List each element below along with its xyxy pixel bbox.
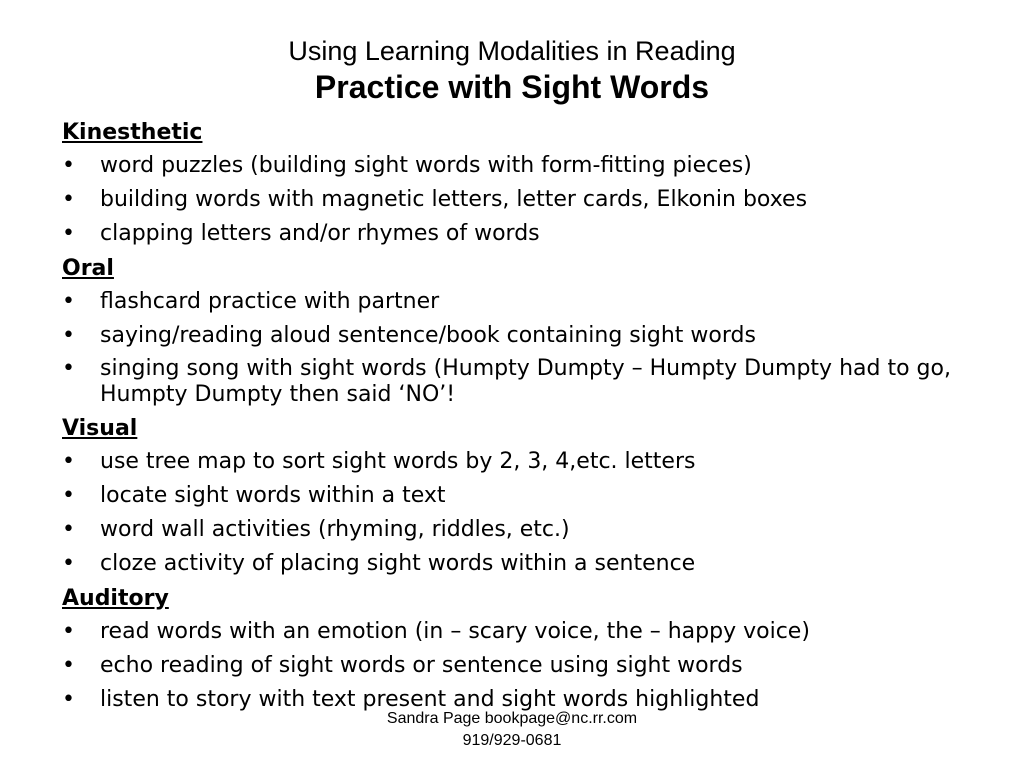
footer-contact: Sandra Page bookpage@nc.rr.com xyxy=(386,710,638,727)
bullet-icon: • xyxy=(62,483,75,508)
bullet-icon: • xyxy=(62,187,75,212)
list-item xyxy=(62,516,992,550)
list-item xyxy=(62,356,992,414)
list-item xyxy=(62,550,992,584)
list-item-text: use tree map to sort sight words by 2, 3, 4,etc. letters xyxy=(100,449,696,474)
section-kinesthetic xyxy=(62,118,992,254)
bullet-icon: • xyxy=(62,153,75,178)
section-auditory xyxy=(62,584,992,720)
list-item-text: singing song with sight words (Humpty Dumpty – Humpty Dumpty had to go, Humpty Dumpty then said ‘NO’! xyxy=(100,356,951,407)
section-heading: Auditory xyxy=(62,586,169,611)
bullet-icon: • xyxy=(62,551,75,576)
slide-title xyxy=(0,34,1024,106)
list-item xyxy=(62,448,992,482)
bullet-icon: • xyxy=(62,323,75,348)
bullet-icon: • xyxy=(62,687,75,712)
list-item-text: clapping letters and/or rhymes of words xyxy=(100,221,540,246)
footer-phone: 919/929-0681 xyxy=(462,732,562,749)
list-item xyxy=(62,322,992,356)
slide-footer xyxy=(0,708,1024,752)
list-item-text: locate sight words within a text xyxy=(100,483,446,508)
bullet-icon: • xyxy=(62,221,75,246)
bullet-list xyxy=(62,448,992,584)
list-item xyxy=(62,220,992,254)
list-item xyxy=(62,288,992,322)
slide-content xyxy=(62,118,992,720)
bullet-icon: • xyxy=(62,449,75,474)
section-heading: Visual xyxy=(62,416,138,441)
list-item xyxy=(62,152,992,186)
section-oral xyxy=(62,254,992,414)
bullet-list xyxy=(62,152,992,254)
bullet-list xyxy=(62,618,992,720)
list-item-text: read words with an emotion (in – scary voice, the – happy voice) xyxy=(100,619,810,644)
list-item xyxy=(62,482,992,516)
bullet-icon: • xyxy=(62,356,75,381)
list-item-text: listen to story with text present and sight words highlighted xyxy=(100,687,760,712)
list-item-text: flashcard practice with partner xyxy=(100,289,440,314)
list-item xyxy=(62,186,992,220)
list-item-text: echo reading of sight words or sentence using sight words xyxy=(100,653,743,678)
list-item xyxy=(62,652,992,686)
bullet-icon: • xyxy=(62,289,75,314)
bullet-icon: • xyxy=(62,517,75,542)
slide-title-line2: Practice with Sight Words xyxy=(314,69,710,105)
section-visual xyxy=(62,414,992,584)
list-item-text: word wall activities (rhyming, riddles, etc.) xyxy=(100,517,570,542)
list-item xyxy=(62,618,992,652)
bullet-icon: • xyxy=(62,653,75,678)
section-heading: Oral xyxy=(62,256,114,281)
list-item-text: word puzzles (building sight words with form-fitting pieces) xyxy=(100,153,752,178)
bullet-icon: • xyxy=(62,619,75,644)
list-item-text: saying/reading aloud sentence/book containing sight words xyxy=(100,323,756,348)
slide-title-line1: Using Learning Modalities in Reading xyxy=(288,36,736,66)
list-item-text: cloze activity of placing sight words within a sentence xyxy=(100,551,696,576)
list-item-text: building words with magnetic letters, letter cards, Elkonin boxes xyxy=(100,187,808,212)
bullet-list xyxy=(62,288,992,414)
section-heading: Kinesthetic xyxy=(62,120,203,145)
